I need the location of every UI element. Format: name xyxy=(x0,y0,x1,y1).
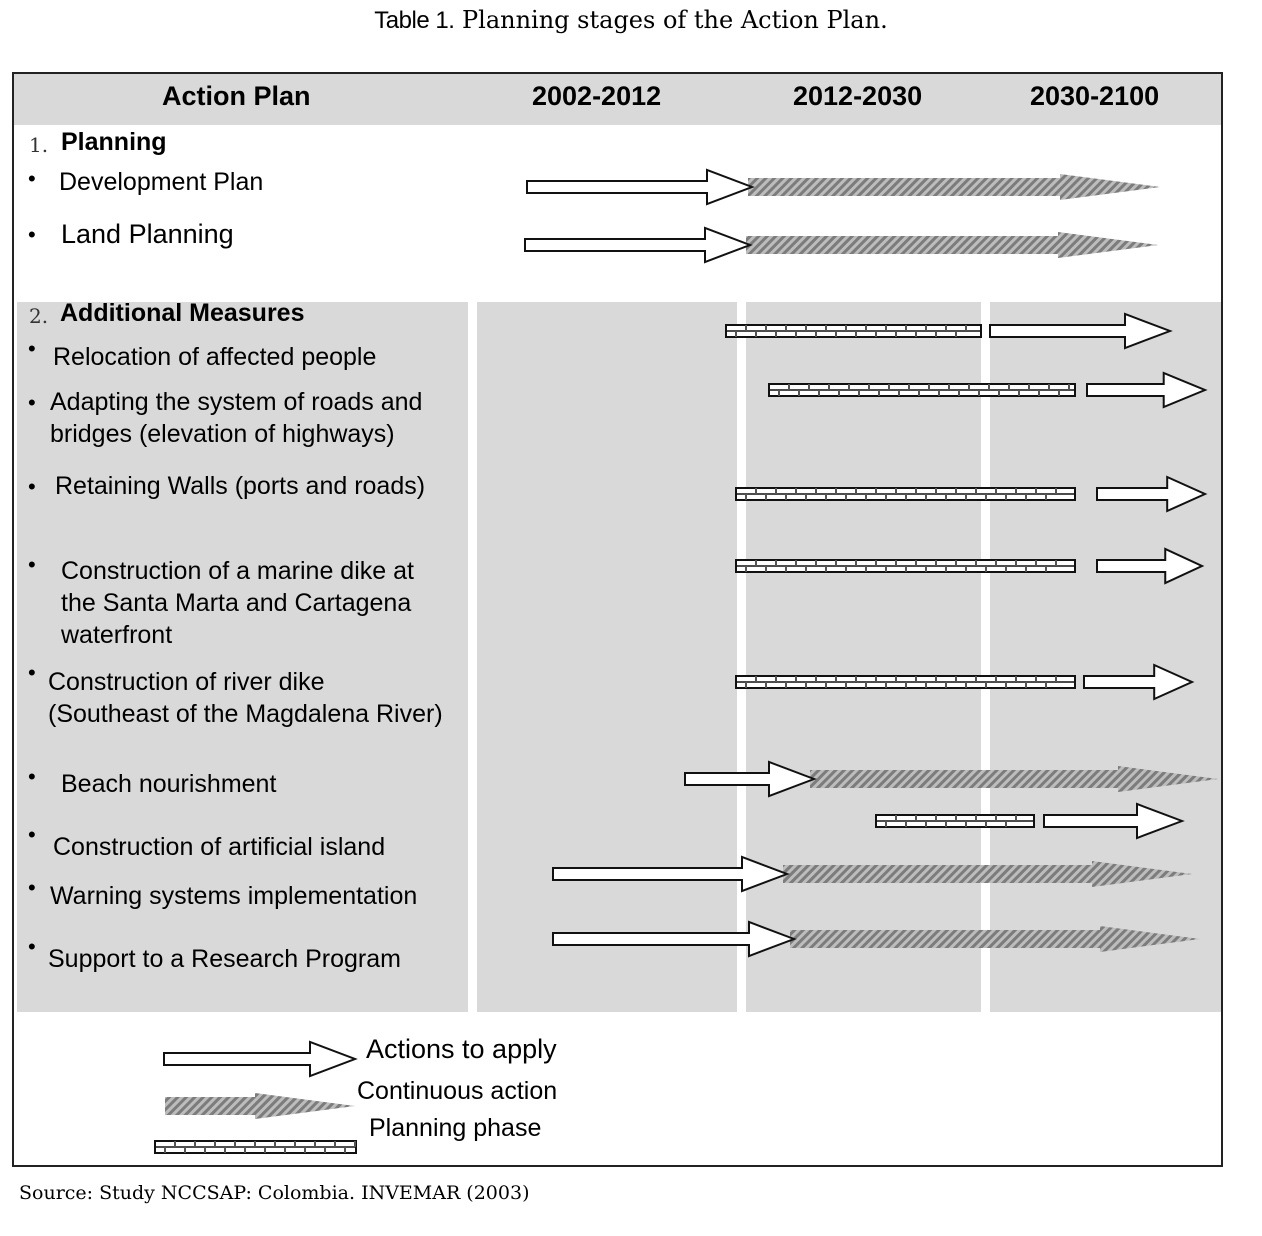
action-arrow xyxy=(525,228,750,262)
action-arrow xyxy=(527,170,752,204)
action-arrow xyxy=(1044,804,1182,838)
item-label: waterfront xyxy=(61,621,173,649)
action-arrow xyxy=(553,922,794,956)
legend-planning-label: Planning phase xyxy=(369,1114,542,1142)
item-label: (Southeast of the Magdalena River) xyxy=(48,700,443,728)
bullet: • xyxy=(28,660,36,685)
planning-bar xyxy=(736,560,1075,572)
action-arrow xyxy=(1097,477,1205,511)
planning-bar xyxy=(155,1141,356,1153)
action-arrow xyxy=(1097,549,1202,583)
item-label: bridges (elevation of highways) xyxy=(50,420,395,448)
section-title: Planning xyxy=(61,128,167,156)
header-period: 2012-2030 xyxy=(793,81,923,111)
bullet: • xyxy=(28,390,36,415)
action-arrow xyxy=(553,857,787,891)
action-arrow xyxy=(990,314,1170,348)
continuous-arrow xyxy=(790,926,1200,952)
bullet: • xyxy=(28,166,36,191)
header-action-plan: Action Plan xyxy=(162,81,311,111)
section-number: 1. xyxy=(29,133,49,157)
legend-actions-label: Actions to apply xyxy=(366,1034,557,1064)
bullet: • xyxy=(28,875,36,900)
bullet: • xyxy=(28,822,36,847)
item-label: Development Plan xyxy=(59,168,264,196)
item-label: Adapting the system of roads and xyxy=(50,388,423,416)
item-label: Land Planning xyxy=(61,219,234,249)
table-label: Table 1. xyxy=(374,7,455,34)
planning-bar xyxy=(736,676,1075,688)
item-label: Support to a Research Program xyxy=(48,945,401,973)
bullet: • xyxy=(28,336,36,361)
action-arrow xyxy=(164,1042,355,1076)
legend-continuous-label: Continuous action xyxy=(357,1077,558,1105)
bullet: • xyxy=(28,764,36,789)
section-title: Additional Measures xyxy=(60,299,305,327)
header-period: 2030-2100 xyxy=(1030,81,1160,111)
item-label: Construction of a marine dike at xyxy=(61,557,414,585)
action-arrow xyxy=(685,762,814,796)
bullet: • xyxy=(28,474,36,499)
item-label: Construction of river dike xyxy=(48,668,325,696)
bullet: • xyxy=(28,934,36,959)
continuous-arrow xyxy=(746,232,1158,258)
planning-bar xyxy=(769,384,1075,396)
item-label: Construction of artificial island xyxy=(53,833,386,861)
source-note: Source: Study NCCSAP: Colombia. INVEMAR (2003) xyxy=(19,1182,530,1204)
header-period: 2002-2012 xyxy=(532,81,662,111)
continuous-arrow xyxy=(748,174,1160,200)
bullet: • xyxy=(28,222,36,247)
action-arrow xyxy=(1087,373,1205,407)
item-label: Retaining Walls (ports and roads) xyxy=(55,472,426,500)
item-label: Beach nourishment xyxy=(61,770,277,798)
continuous-arrow xyxy=(165,1093,355,1119)
planning-bar xyxy=(876,815,1034,827)
item-label: the Santa Marta and Cartagena xyxy=(61,589,412,617)
continuous-arrow xyxy=(783,861,1192,887)
section-number: 2. xyxy=(29,304,49,328)
table-title: Planning stages of the Action Plan. xyxy=(462,6,888,34)
item-label: Relocation of affected people xyxy=(53,343,377,371)
item-label: Warning systems implementation xyxy=(50,882,418,910)
planning-bar xyxy=(736,488,1075,500)
action-arrow xyxy=(1084,665,1192,699)
planning-bar xyxy=(726,325,981,337)
bullet: • xyxy=(28,552,36,577)
continuous-arrow xyxy=(810,766,1218,792)
